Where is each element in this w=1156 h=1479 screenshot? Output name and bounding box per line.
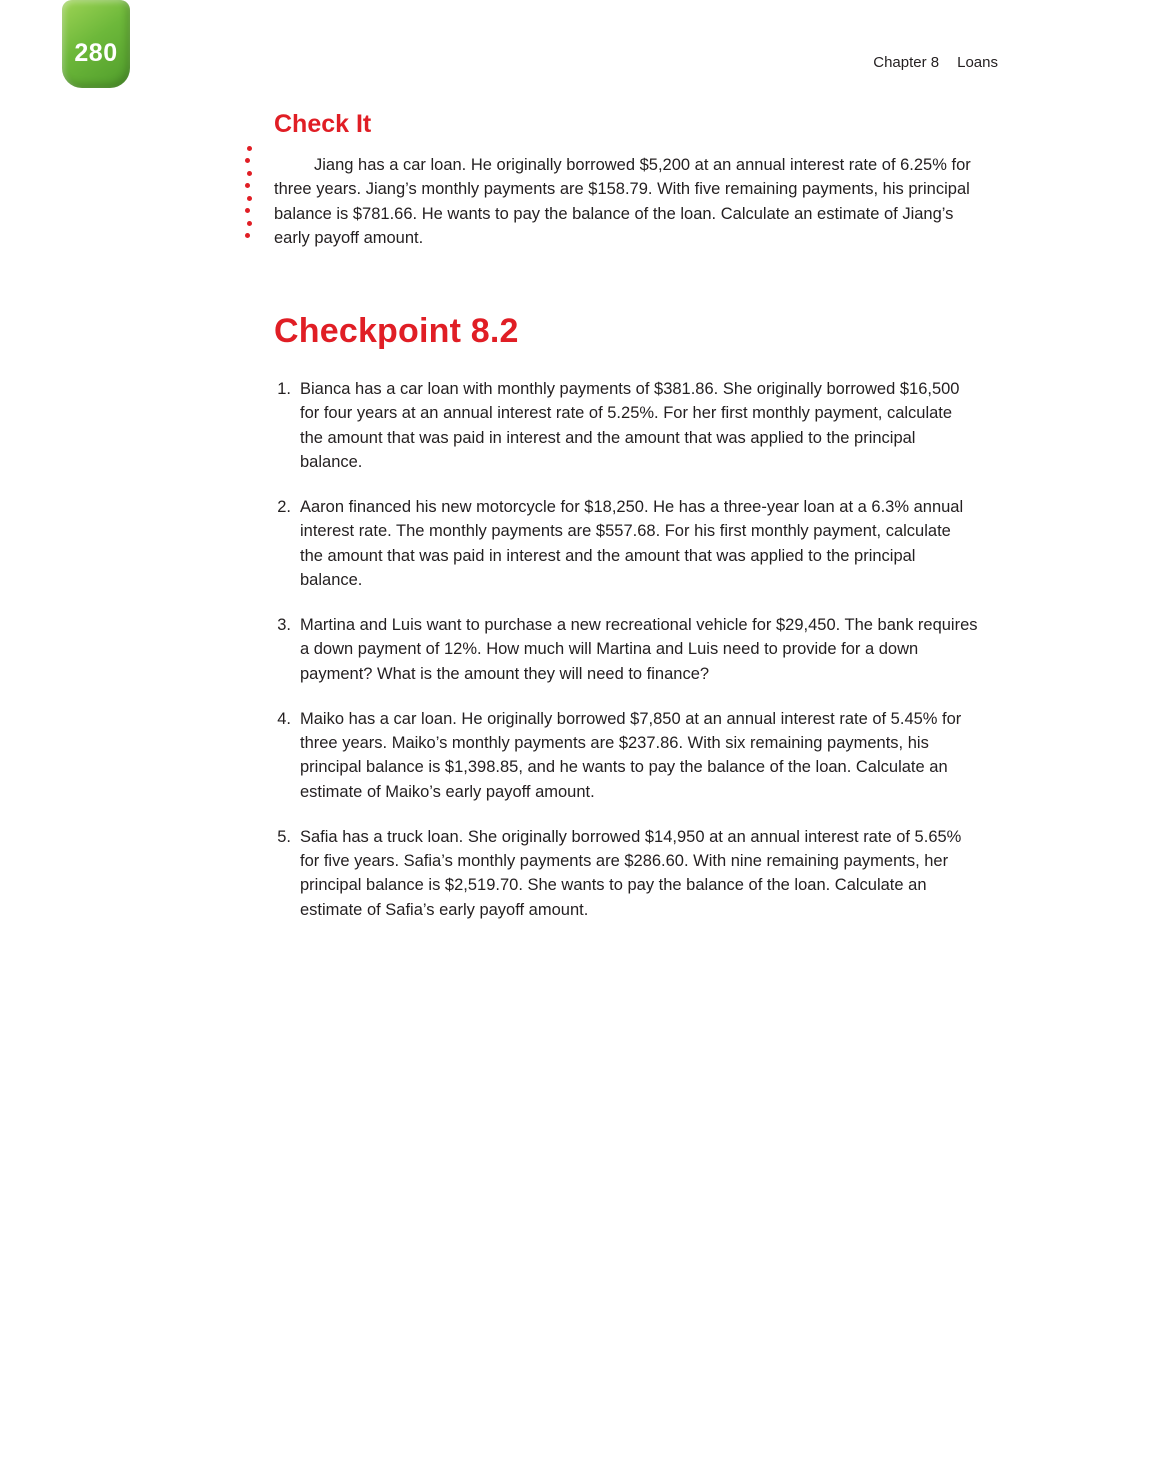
running-header-title: Loans [957,54,998,71]
problem-item-4 [274,707,990,804]
running-header-chapter: Chapter 8 [873,54,940,71]
problem-number: 1. [277,380,291,398]
problem-number: 3. [277,616,291,634]
page-content [274,110,990,943]
problem-number: 4. [277,709,291,728]
problem-item-2 [274,495,990,592]
problem-number: 5. [277,827,291,846]
problem-text: Aaron financed his new motorcycle for $18,250. He has a three-year loan at a 6.3% annual interest rate. The monthly payments are $557.68. For his first monthly payment, calculate the amount that was paid in interest and the amount that was applied to the principal balance. [300,498,964,589]
problem-text: Maiko has a car loan. He originally borrowed $7,850 at an annual interest rate of 5.45% for three years. Maiko’s monthly payments are $237.86. With six remaining payments, his principal balance is $1,398.85, and he wants to pay the balance of the loan. Calculate an estimate of Maiko’s early payoff amount. [300,709,962,801]
page-number: 280 [74,38,118,67]
checkpoint-problem-list [274,377,990,922]
running-header [0,54,998,71]
problem-item-1 [274,377,990,474]
problem-item-3 [274,613,990,686]
check-it-heading: Check It [274,110,372,138]
problem-item-5 [274,825,990,922]
problem-text: Safia has a truck loan. She originally borrowed $14,950 at an annual interest rate of 5.65% for five years. Safia’s monthly payments are $286.60. With nine remaining payments, her principal balance is $2,519.70. She wants to pay the balance of the loan. Calculate an estimate of Safia’s early payoff amount. [300,827,962,919]
problem-text: Martina and Luis want to purchase a new recreational vehicle for $29,450. The bank requires a down payment of 12%. How much will Martina and Luis need to provide for a down payment? What is the amount they will need to finance? [300,616,978,683]
page-number-badge [62,0,130,88]
check-it-paragraph: Jiang has a car loan. He originally borrowed $5,200 at an annual interest rate of 6.25% for three years. Jiang’s monthly payments are $158.79. With five remaining payments, his principal balance is $781.66. He wants to pay the balance of the loan. Calculate an estimate of Jiang’s early payoff amount. [274,156,971,247]
problem-text: Bianca has a car loan with monthly payments of $381.86. She originally borrowed $16,500 for four years at an annual interest rate of 5.25%. For her first monthly payment, calculate the amount that was paid in interest and the amount that was applied to the principal balance. [300,380,960,471]
checkpoint-heading: Checkpoint 8.2 [274,312,519,350]
red-dotted-rule [246,146,252,238]
problem-number: 2. [277,498,291,516]
